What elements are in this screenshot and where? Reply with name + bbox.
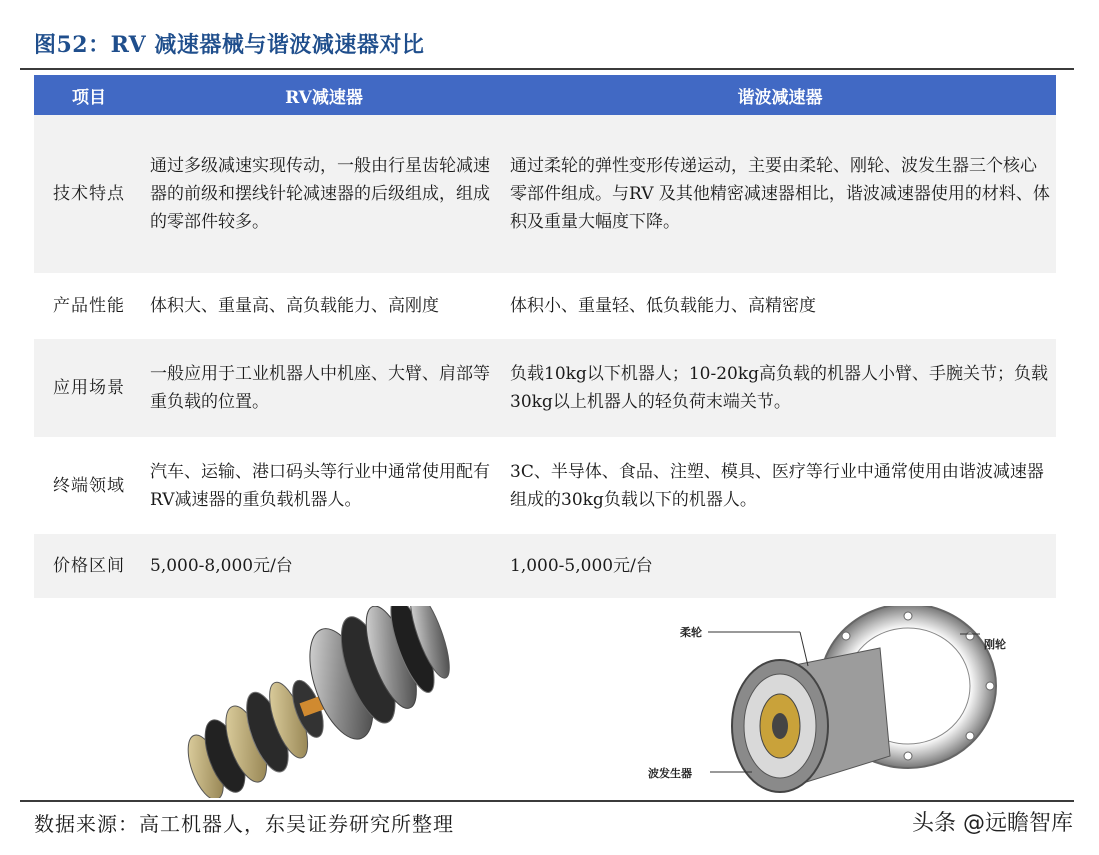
rv-cell: 通过多级减速实现传动，一般由行星齿轮减速器的前级和摆线针轮减速器的后级组成，组成的零部件较多。 [144,115,504,273]
source-note: 数据来源：高工机器人，东吴证券研究所整理 [34,812,454,836]
header-item: 项目 [34,75,144,115]
harmonic-cell: 3C、半导体、食品、注塑、模具、医疗等行业中通常使用由谐波减速器组成的30kg负载以下的机器人。 [510,461,1044,510]
header-rv: RV减速器 [144,75,504,115]
row-label: 应用场景 [34,339,144,437]
top-rule [20,68,1074,70]
watermark: 头条 @远瞻智库 [912,811,1073,836]
table-row [34,437,1056,534]
table-row [34,339,1056,437]
harmonic-reducer-image [640,606,1040,798]
row-label: 终端领域 [53,475,125,496]
row-label: 技术特点 [34,115,144,273]
rv-reducer-drawing [150,606,480,798]
harmonic-cell: 1,000-5,000元/台 [504,534,1056,598]
harmonic-cell: 通过柔轮的弹性变形传递运动，主要由柔轮、刚轮、波发生器三个核心零部件组成。与RV 及其他精密减速器相比，谐波减速器使用的材料、体积及重量大幅度下降。 [504,115,1056,273]
table-row [34,115,1056,273]
label-circular-spline: 刚轮 [984,638,1006,651]
figure-title: 图52：RV 减速器械与谐波减速器对比 [34,32,425,58]
label-wave-generator: 波发生器 [648,767,692,780]
table-row [34,534,1056,598]
table-row [34,273,1056,339]
header-harmonic: 谐波减速器 [504,75,1056,115]
rv-cell: 体积大、重量高、高负载能力、高刚度 [150,296,439,316]
bottom-rule [20,800,1074,802]
row-label: 产品性能 [53,296,125,316]
harmonic-cell: 体积小、重量轻、低负载能力、高精密度 [510,296,816,316]
row-label: 价格区间 [34,534,144,598]
table-header-row [34,75,1056,115]
comparison-table [34,75,1056,598]
rv-reducer-image [150,606,480,798]
rv-cell: 汽车、运输、港口码头等行业中通常使用配有RV减速器的重负载机器人。 [150,461,490,510]
label-flexspline: 柔轮 [680,626,702,639]
rv-cell: 一般应用于工业机器人中机座、大臂、肩部等重负载的位置。 [144,339,504,437]
harmonic-cell: 负载10kg以下机器人；10-20kg高负载的机器人小臂、手腕关节；负载30kg以上机器人的轻负荷末端关节。 [504,339,1056,437]
rv-cell: 5,000-8,000元/台 [144,534,504,598]
